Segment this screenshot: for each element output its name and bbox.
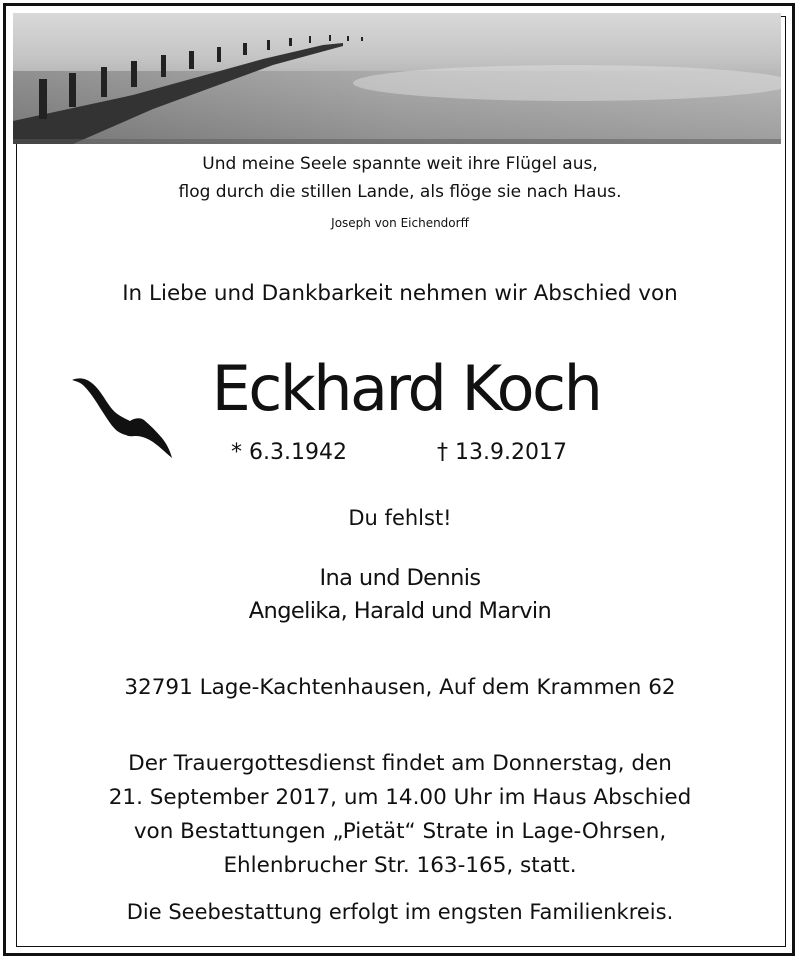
poem-line-1: Und meine Seele spannte weit ihre Flügel aus, — [202, 154, 598, 174]
family-names — [0, 562, 800, 628]
poem — [0, 150, 800, 206]
farewell-text: Du fehlst! — [348, 506, 452, 530]
intro-text: In Liebe und Dankbarkeit nehmen wir Abschied von — [122, 281, 678, 306]
death-date: † 13.9.2017 — [437, 440, 567, 465]
poem-line-2: flog durch die stillen Lande, als flöge sie nach Haus. — [178, 182, 622, 202]
service-line-4: Ehlenbrucher Str. 163-165, statt. — [223, 853, 577, 878]
header-photo-jetty — [13, 13, 781, 144]
poem-author: Joseph von Eichendorff — [331, 216, 469, 230]
burial-info: Die Seebestattung erfolgt im engsten Familienkreis. — [126, 900, 674, 924]
family-line-2: Angelika, Harald und Marvin — [248, 598, 552, 624]
address: 32791 Lage-Kachtenhausen, Auf dem Krammen 62 — [124, 675, 676, 700]
birth-date: * 6.3.1942 — [231, 440, 347, 465]
service-line-2: 21. September 2017, um 14.00 Uhr im Haus Abschied — [108, 785, 692, 810]
service-line-3: von Bestattungen „Pietät“ Strate in Lage-Ohrsen, — [133, 819, 667, 844]
family-line-1: Ina und Dennis — [319, 565, 481, 591]
service-line-1: Der Trauergottesdienst findet am Donnerstag, den — [128, 751, 672, 776]
deceased-name: Eckhard Koch — [211, 352, 601, 425]
service-info — [0, 747, 800, 883]
